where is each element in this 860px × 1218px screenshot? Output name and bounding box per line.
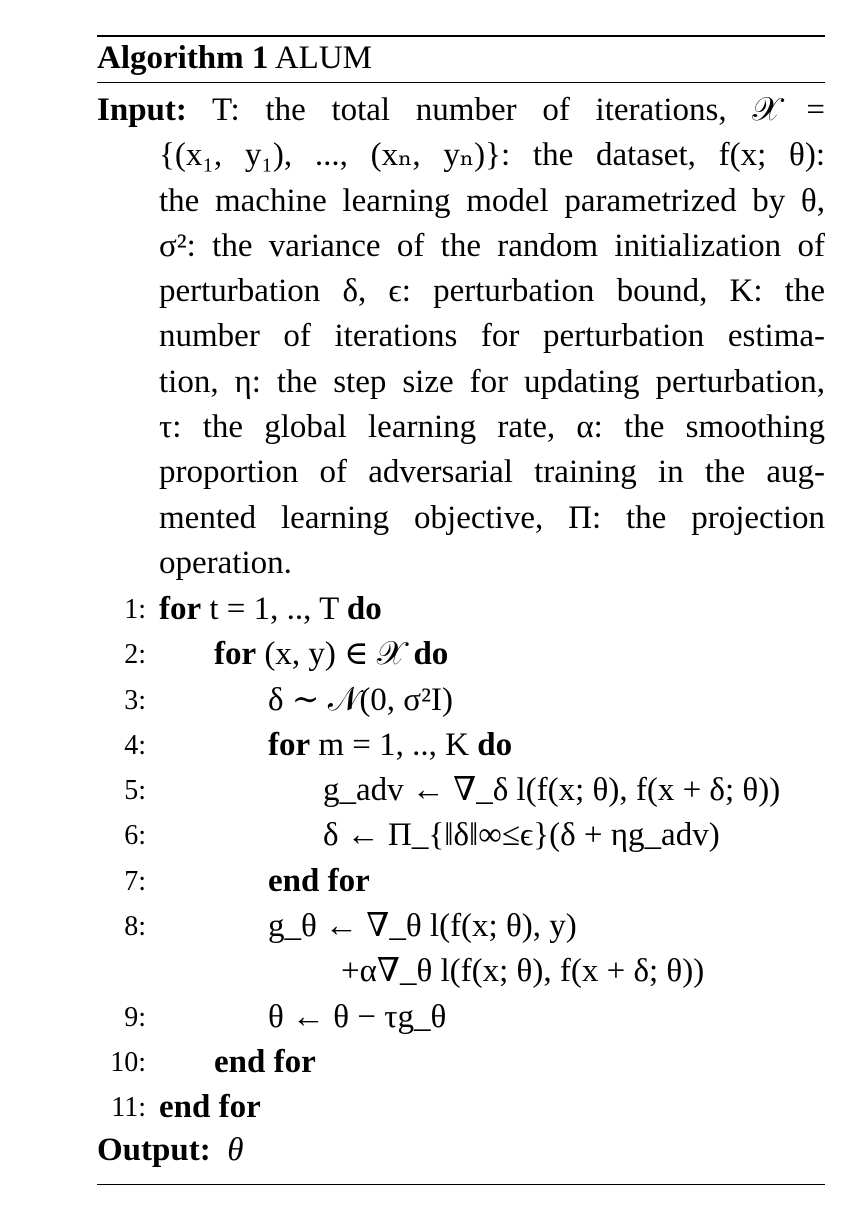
step-code: end for	[268, 862, 370, 899]
step-line	[0, 632, 860, 677]
step-line	[0, 859, 860, 904]
output-value: θ	[227, 1132, 244, 1168]
step-line	[0, 723, 860, 768]
input-line: mented learning objective, Π: the projection	[159, 499, 825, 536]
input-line: the machine learning model parametrized by θ,	[159, 182, 825, 219]
input-line: number of iterations for perturbation estima-	[159, 318, 825, 355]
input-line: perturbation δ, ϵ: perturbation bound, K: the	[159, 273, 825, 310]
step-line	[0, 813, 860, 858]
step-line	[0, 949, 860, 994]
algorithm-label: Algorithm 1	[97, 40, 269, 76]
line-number: 10:	[110, 1046, 146, 1078]
line-number: 8:	[124, 911, 146, 943]
input-line	[97, 88, 825, 133]
step-code: δ ← Π_{‖δ‖∞≤ϵ}(δ + ηg_adv)	[323, 817, 720, 854]
input-section	[97, 88, 825, 586]
step-line	[0, 678, 860, 723]
line-number: 3:	[124, 684, 146, 716]
step-line	[0, 995, 860, 1040]
step-code: δ ∼ 𝒩(0, σ²I)	[268, 681, 453, 718]
step-code: for (x, y) ∈ 𝒳 do	[214, 636, 449, 673]
line-number: 7:	[124, 865, 146, 897]
line-number: 9:	[124, 1001, 146, 1033]
step-line	[0, 1085, 860, 1130]
line-number: 1:	[124, 594, 146, 625]
line-number: 2:	[124, 639, 146, 671]
step-code: for t = 1, .., T do	[159, 591, 382, 627]
output-label: Output:	[97, 1132, 211, 1168]
bottom-rule	[97, 1184, 825, 1185]
line-number: 11:	[111, 1092, 146, 1124]
input-line: tion, η: the step size for updating perturbation,	[159, 363, 825, 400]
output-line	[97, 1128, 243, 1173]
algorithm-name: ALUM	[274, 40, 373, 76]
algorithm-steps	[0, 587, 860, 1131]
step-line	[0, 587, 860, 632]
step-code: g_adv ← ∇_δ l(f(x; θ), f(x + δ; θ))	[323, 772, 781, 809]
input-label: Input:	[97, 92, 187, 128]
step-code: g_θ ← ∇_θ l(f(x; θ), y)	[268, 908, 577, 945]
input-line: σ²: the variance of the random initialization of	[159, 227, 825, 264]
input-line: operation.	[159, 544, 292, 581]
step-code: end for	[159, 1089, 261, 1126]
algorithm-title	[97, 38, 372, 78]
title-rule	[97, 82, 825, 83]
top-rule	[97, 35, 825, 37]
step-code: +α∇_θ l(f(x; θ), f(x + δ; θ))	[341, 953, 705, 990]
step-code: end for	[214, 1043, 316, 1080]
line-number: 6:	[124, 820, 146, 852]
step-line	[0, 904, 860, 949]
input-text: T: the total number of iterations, 𝒳 =	[212, 92, 825, 128]
step-code: for m = 1, .., K do	[268, 726, 513, 763]
input-line: proportion of adversarial training in the aug-	[159, 454, 825, 491]
input-line: {(x₁, y₁), ..., (xₙ, yₙ)}: the dataset, f(x; θ):	[159, 137, 825, 174]
step-line	[0, 768, 860, 813]
step-code: θ ← θ − τg_θ	[268, 998, 447, 1035]
line-number: 4:	[124, 729, 146, 761]
step-line	[0, 1040, 860, 1085]
input-line: τ: the global learning rate, α: the smoothing	[159, 409, 825, 446]
line-number: 5:	[124, 775, 146, 807]
